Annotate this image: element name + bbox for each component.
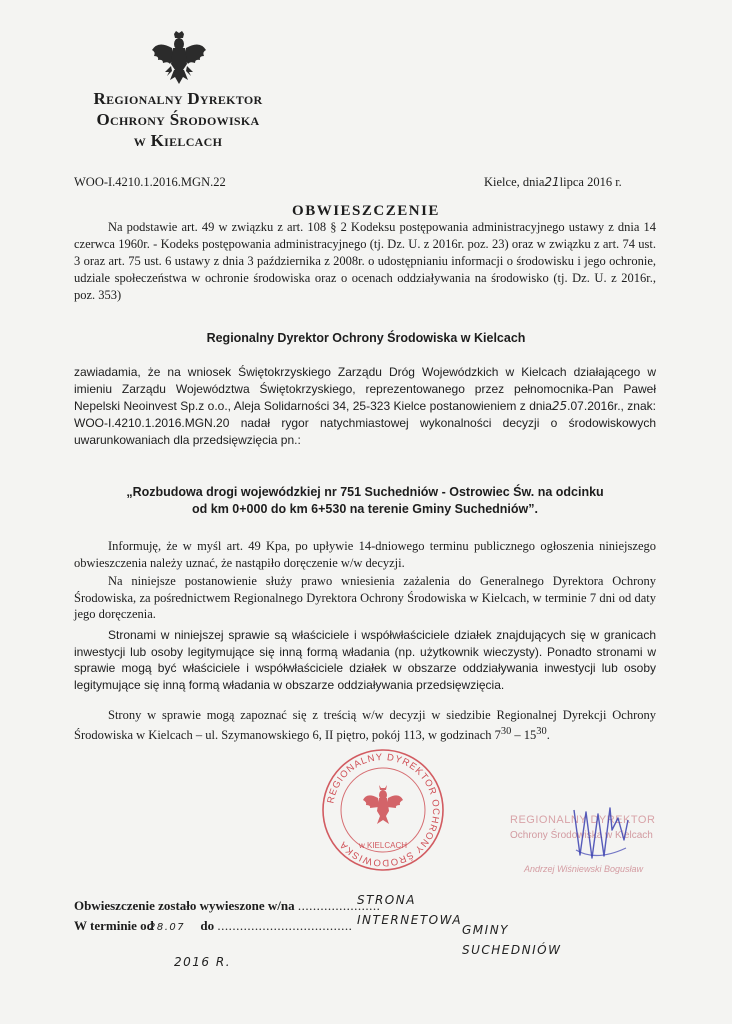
posting-place-label: Obwieszczenie zostało wywieszone w/na — [74, 898, 295, 913]
notice-day-handwritten: 25 — [551, 399, 568, 413]
authority-heading: Regionalny Dyrektor Ochrony Środowiska w Kielcach — [206, 331, 526, 345]
posting-period-dots: .................................... — [217, 918, 353, 933]
posting-year-handwritten: 2016 R. — [174, 955, 232, 969]
posting-from-date-handwritten: 28.07 — [149, 922, 186, 933]
signature-stamp-title: REGIONALNY DYREKTOR — [510, 814, 656, 826]
document-title: OBWIESZCZENIE — [292, 203, 440, 219]
polish-eagle-emblem-icon — [150, 30, 208, 86]
posting-place-dots: ...................... — [297, 898, 381, 913]
posting-place-handwritten-2: GMINY SUCHEDNIÓW — [462, 923, 562, 957]
stamp-bottom-text: w KIELCACH — [358, 841, 408, 850]
hours-end-minutes: 30 — [536, 725, 547, 737]
stamp-ring-text: REGIONALNY DYREKTOR OCHRONY ŚRODOWISKA — [325, 751, 442, 869]
signature-stamp-office: Ochrony Środowiska w Kielcach — [510, 830, 653, 841]
handwritten-signature — [566, 800, 636, 870]
issuer-line-3: w Kielcach — [133, 131, 223, 150]
posting-period-label-from: W terminie od — [74, 918, 154, 933]
inspection-text: Strony w sprawie mogą zapoznać się z treścią w/w decyzji w siedzibie Regionalnej Dyrekcji Ochrony Środowiska w Kielcach – ul. Szymanowskiego 6, II piętro, pokój 113, w godzinach 7 — [74, 708, 656, 742]
inspection-paragraph — [74, 707, 656, 743]
notice-text-part-2: .07.2016r., znak: WOO-I.4210.1.2016.MGN.20 nadał rygor natychmiastowej wykonalności decyzji o środowiskowych uwarunkowaniach dla przedsięwzięcia pn.: — [74, 399, 656, 447]
posting-info — [74, 893, 562, 969]
project-name-line-1: „Rozbudowa drogi wojewódzkiej nr 751 Suchedniów - Ostrowiec Św. na odcinku — [126, 485, 604, 499]
parties-paragraph: Stronami w niniejszej sprawie są właściciele i współwłaściciele działek znajdujących się w granicach inwestycji lub osoby legitymujące się inną formą władania (np. użytkownik wieczysty). Ponadto stronami w sprawie mogą być właściciele i współwłaściciele działek w obszarze oddziaływania inwestycji lub osoby legitymujące się inną formą władania w obszarze oddziaływania przedsięwzięcia. — [74, 628, 656, 692]
date-suffix: lipca 2016 r. — [559, 175, 622, 189]
posting-period-row — [74, 916, 562, 969]
delivery-paragraph: Informuję, że w myśl art. 49 Kpa, po upływie 14-dniowego terminu publicznego ogłoszenia niniejszego obwieszczenia należy uznać, że nastąpiło doręczenie w/w decyzji. — [74, 539, 656, 570]
appeal-paragraph: Na niniejsze postanowienie służy prawo wniesienia zażalenia do Generalnego Dyrektora Ochrony Środowiska, za pośrednictwem Regionalnego Dyrektora Ochrony Środowiska w Kielcach, w terminie 7 dni od daty jego doręczenia. — [74, 574, 656, 621]
document-date — [484, 175, 622, 190]
posting-place-handwritten-1: STRONA INTERNETOWA — [357, 893, 463, 927]
hours-separator: – 15 — [511, 727, 537, 742]
hours-start-minutes: 30 — [500, 725, 512, 737]
issuer-header — [58, 88, 298, 151]
inspection-end: . — [546, 727, 550, 742]
date-prefix: Kielce, dnia — [484, 175, 545, 189]
legal-basis-paragraph: Na podstawie art. 49 w związku z art. 108 § 2 Kodeksu postępowania administracyjnego ustawy z dnia 14 czerwca 1960r. - Kodeks postępowania administracyjnego (tj. Dz. U. z 2016r. poz. 23) oraz w związku z art. 74 ust. 3 oraz art. 75 ust. 6 ustawy z dnia 3 października z 2008r. o udostępnianiu informacji o środowisku i jego ochronie, udziale społeczeństwa w ochronie środowiska oraz o ocenach oddziaływania na środowisko (tj. Dz. U. z 2016r., poz. 353) — [74, 220, 656, 302]
notice-paragraph — [74, 364, 656, 449]
notice-text-part-1: zawiadamia, że na wniosek Świętokrzyskiego Zarządu Dróg Wojewódzkich w Kielcach działającego w imieniu Zarządu Województwa Świętokrzyskiego, reprezentowanego przez pełnomocnika-Pan Paweł Nepelski Neoinvest Sp.z o.o., Aleja Solidarności 34, 25-323 Kielce postanowieniem z dnia — [74, 365, 656, 413]
issuer-line-1: Regionalny Dyrektor — [93, 89, 263, 108]
signature-stamp-block — [478, 800, 678, 880]
case-reference: WOO-I.4210.1.2016.MGN.22 — [74, 175, 226, 189]
date-day-handwritten: 21 — [544, 175, 560, 189]
project-name-line-2: od km 0+000 do km 6+530 na terenie Gminy Suchedniów”. — [192, 502, 538, 516]
official-round-stamp — [318, 745, 448, 875]
project-name — [74, 484, 656, 518]
posting-period-label-to: do — [200, 918, 215, 933]
issuer-line-2: Ochrony Środowiska — [96, 110, 260, 129]
signature-stamp-name: Andrzej Wiśniewski Bogusław — [524, 864, 643, 874]
